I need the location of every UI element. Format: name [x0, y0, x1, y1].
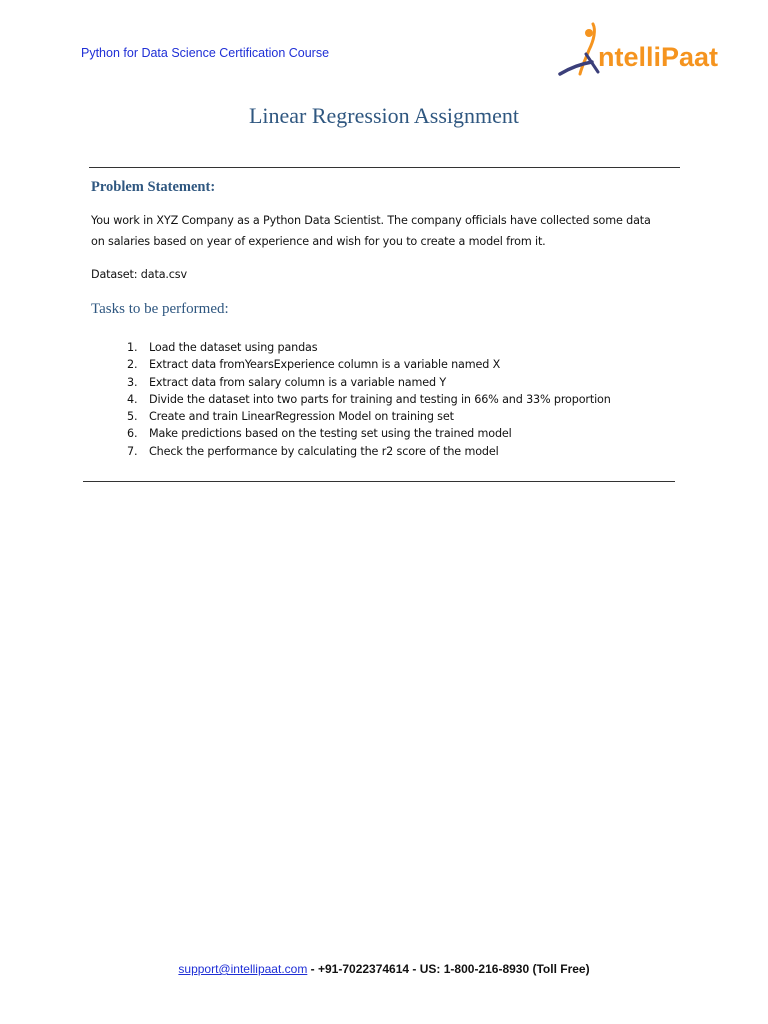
problem-statement-line: on salaries based on year of experience and wish for you to create a model from it.: [91, 235, 546, 248]
task-item: [127, 443, 611, 460]
task-text: Create and train LinearRegression Model on training set: [149, 410, 454, 424]
task-text: Make predictions based on the testing set using the trained model: [149, 427, 512, 441]
logo-text: ntelliPaat: [598, 42, 719, 72]
problem-statement-heading: Problem Statement:: [91, 179, 216, 195]
intellipaat-logo: [556, 20, 726, 82]
task-item: [127, 425, 611, 442]
task-text: Divide the dataset into two parts for training and testing in 66% and 33% proportion: [149, 392, 611, 406]
task-item: [127, 356, 611, 373]
task-number: 4.: [127, 392, 138, 406]
intellipaat-figure-logo-icon: [556, 20, 726, 82]
tasks-heading: Tasks to be performed:: [91, 301, 229, 317]
dataset-line: [91, 264, 681, 285]
task-number: 2.: [127, 358, 138, 372]
problem-statement-line: You work in XYZ Company as a Python Data Scientist. The company officials have collected some data: [91, 214, 651, 227]
task-item: [127, 408, 611, 425]
task-number: 1.: [127, 341, 138, 354]
task-item: [127, 391, 611, 408]
course-title: Python for Data Science Certification Course: [81, 46, 330, 60]
task-item: [127, 374, 611, 391]
task-number: 7.: [127, 444, 138, 458]
problem-statement-text: [91, 210, 681, 252]
support-email-link[interactable]: support@intellipaat.com: [178, 962, 308, 976]
top-divider: [89, 167, 680, 168]
task-item: [127, 339, 611, 356]
document-title: Linear Regression Assignment: [248, 103, 520, 128]
task-text: Check the performance by calculating the r2 score of the model: [149, 444, 499, 458]
bottom-divider: [83, 481, 675, 482]
task-number: 6.: [127, 427, 138, 441]
footer-contact: [0, 962, 768, 976]
dataset-label: Dataset:: [91, 268, 138, 281]
dataset-value: data.csv: [140, 268, 187, 281]
task-number: 3.: [127, 375, 138, 389]
tasks-list: [127, 339, 611, 460]
task-text: Extract data from salary column is a variable named Y: [149, 375, 446, 389]
task-text: Load the dataset using pandas: [149, 341, 318, 354]
task-number: 5.: [127, 410, 138, 424]
task-text: Extract data fromYearsExperience column is a variable named X: [149, 358, 501, 372]
footer-phone-numbers: - +91-7022374614 - US: 1-800-216-8930 (Toll Free): [307, 962, 590, 976]
